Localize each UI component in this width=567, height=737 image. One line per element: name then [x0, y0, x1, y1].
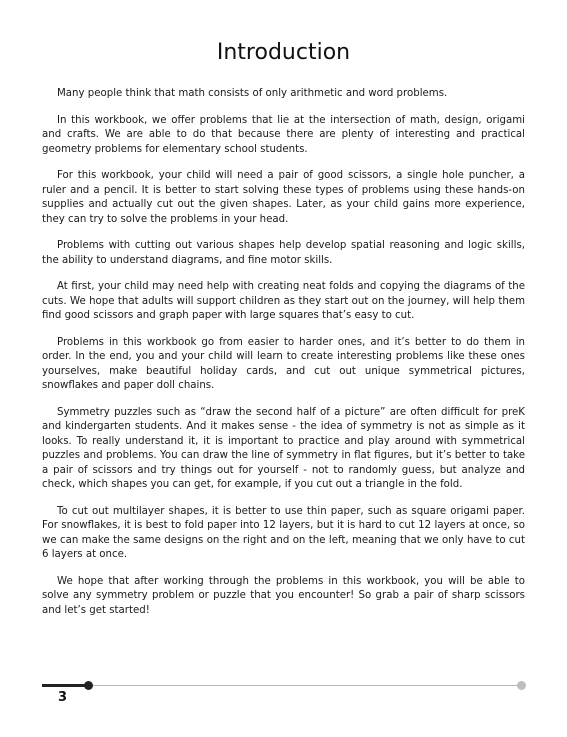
page-title: Introduction: [216, 40, 351, 65]
paragraph: At first, your child may need help with creating neat folds and copying the diagrams of the cuts. We hope that adults will support children as they start out on the journey, will help them find good scissors and graph paper with large squares that’s easy to cut.: [42, 281, 525, 321]
paragraph: Problems in this workbook go from easier to harder ones, and it’s better to do them in order. In the end, you and your child will learn to create interesting problems like these ones yourselves, make beautiful holiday cards, and cut out unique symmetrical pictures, snowflakes and paper doll chains.: [42, 336, 525, 391]
paragraph: Problems with cutting out various shapes help develop spatial reasoning and logic skills, the ability to understand diagrams, and fine motor skills.: [42, 240, 525, 266]
page-number: 3: [58, 690, 68, 705]
paragraph: To cut out multilayer shapes, it is better to use thin paper, such as square origami paper. For snowflakes, it is best to fold paper into 12 layers, but it is hard to cut 12 layers at once, so we can make the same designs on the right and on the left, meaning that we only have to cut 6 layers at once.: [42, 505, 525, 560]
footer-divider-dark: [42, 684, 88, 687]
body-text: [42, 87, 525, 630]
footer-dot-dark: [84, 681, 93, 690]
paragraph: Symmetry puzzles such as “draw the second half of a picture” are often difficult for preK and kindergarten students. And it makes sense - the idea of symmetry is not as simple as it looks. To really understand it, it is important to practice and play around with symmetrical puzzles and problems. You can draw the line of symmetry in flat figures, but it’s better to take a pair of scissors and try things out for yourself - not to randomly guess, but analyze and check, which shapes you can get, for example, if you cut out a triangle in the fold.: [42, 406, 525, 490]
paragraph: For this workbook, your child will need a pair of good scissors, a single hole puncher, a ruler and a pencil. It is better to start solving these types of problems using these hands-on supplies and actually cut out the given shapes. Later, as your child gains more experience, they can try to solve the problems in your head.: [42, 170, 525, 225]
paragraph: Many people think that math consists of only arithmetic and word problems.: [57, 88, 448, 99]
footer-dot-light: [517, 681, 526, 690]
footer-divider-light: [93, 685, 518, 686]
paragraph: We hope that after working through the problems in this workbook, you will be able to solve any symmetry problem or puzzle that you encounter! So grab a pair of sharp scissors and let’s get started!: [42, 575, 525, 616]
paragraph: In this workbook, we offer problems that lie at the intersection of math, design, origami and crafts. We are able to do that because there are plenty of interesting and practical geometry problems for elementary school students.: [42, 114, 525, 155]
